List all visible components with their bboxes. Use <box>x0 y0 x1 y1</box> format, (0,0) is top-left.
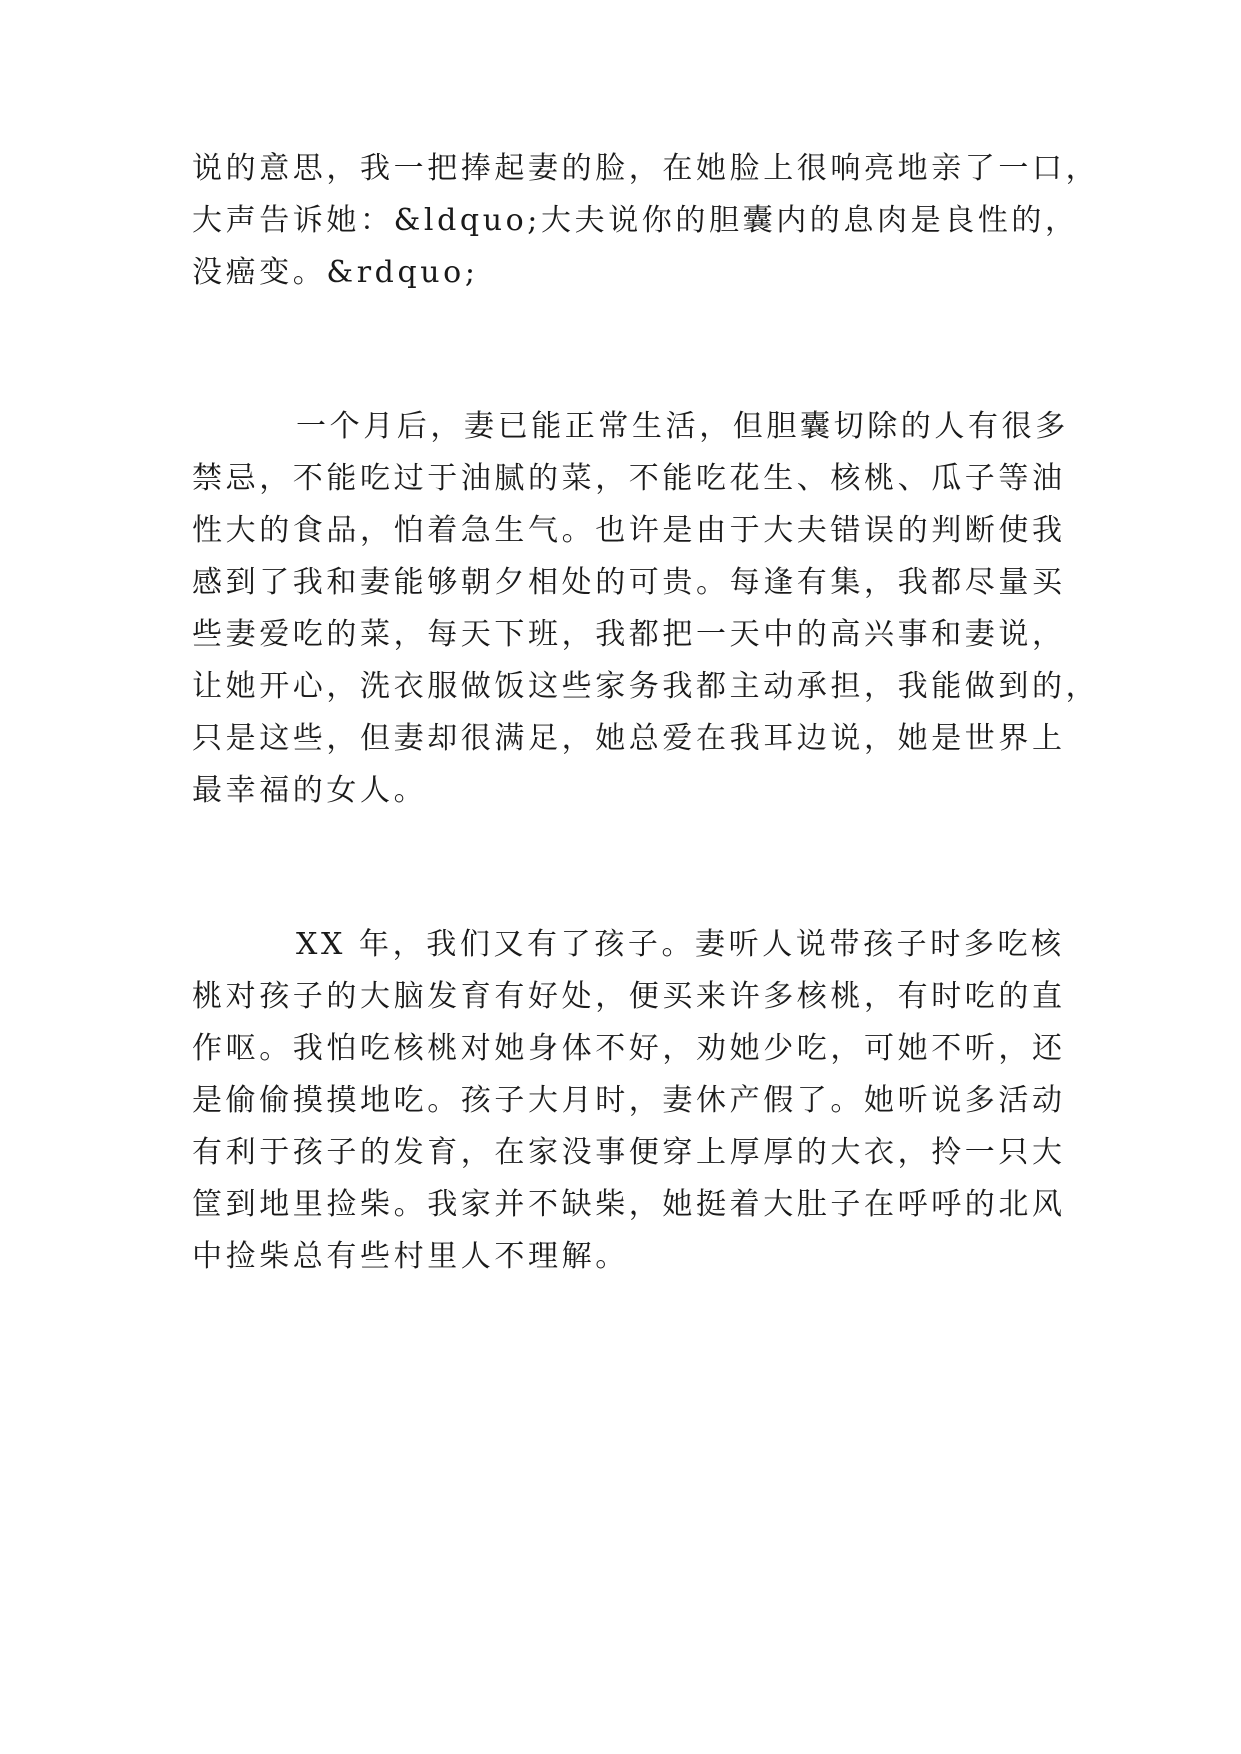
text-line: 只是这些，但妻却很满足，她总爱在我耳边说，她是世界上 <box>192 721 1066 756</box>
text-line: 感到了我和妻能够朝夕相处的可贵。每逢有集，我都尽量买 <box>192 565 1066 600</box>
text-line: 些妻爱吃的菜，每天下班，我都把一天中的高兴事和妻说， <box>192 617 1066 652</box>
text-line: XX 年，我们又有了孩子。妻听人说带孩子时多吃核 <box>296 927 1065 962</box>
text-line: 一个月后，妻已能正常生活，但胆囊切除的人有很多 <box>296 409 1069 444</box>
text-line: 大声告诉她：&ldquo;大夫说你的胆囊内的息肉是良性的， <box>192 203 1079 238</box>
text-line: 禁忌，不能吃过于油腻的菜，不能吃花生、核桃、瓜子等油 <box>192 461 1066 496</box>
text-line: 说的意思，我一把捧起妻的脸，在她脸上很响亮地亲了一口， <box>192 151 1100 186</box>
text-line: 让她开心，洗衣服做饭这些家务我都主动承担，我能做到的， <box>192 669 1100 704</box>
text-line: 没癌变。&rdquo; <box>192 255 479 290</box>
text-line: 桃对孩子的大脑发育有好处，便买来许多核桃，有时吃的直 <box>192 979 1066 1014</box>
text-line: 筐到地里捡柴。我家并不缺柴，她挺着大肚子在呼呼的北风 <box>192 1187 1066 1222</box>
text-line: 性大的食品，怕着急生气。也许是由于大夫错误的判断使我 <box>192 513 1066 548</box>
text-line: 最幸福的女人。 <box>192 773 428 808</box>
text-line: 是偷偷摸摸地吃。孩子大月时，妻休产假了。她听说多活动 <box>192 1083 1066 1118</box>
text-line: 有利于孩子的发育，在家没事便穿上厚厚的大衣，拎一只大 <box>192 1135 1066 1170</box>
text-line: 作呕。我怕吃核桃对她身体不好，劝她少吃，可她不听，还 <box>192 1031 1066 1066</box>
text-line: 中捡柴总有些村里人不理解。 <box>192 1239 629 1274</box>
